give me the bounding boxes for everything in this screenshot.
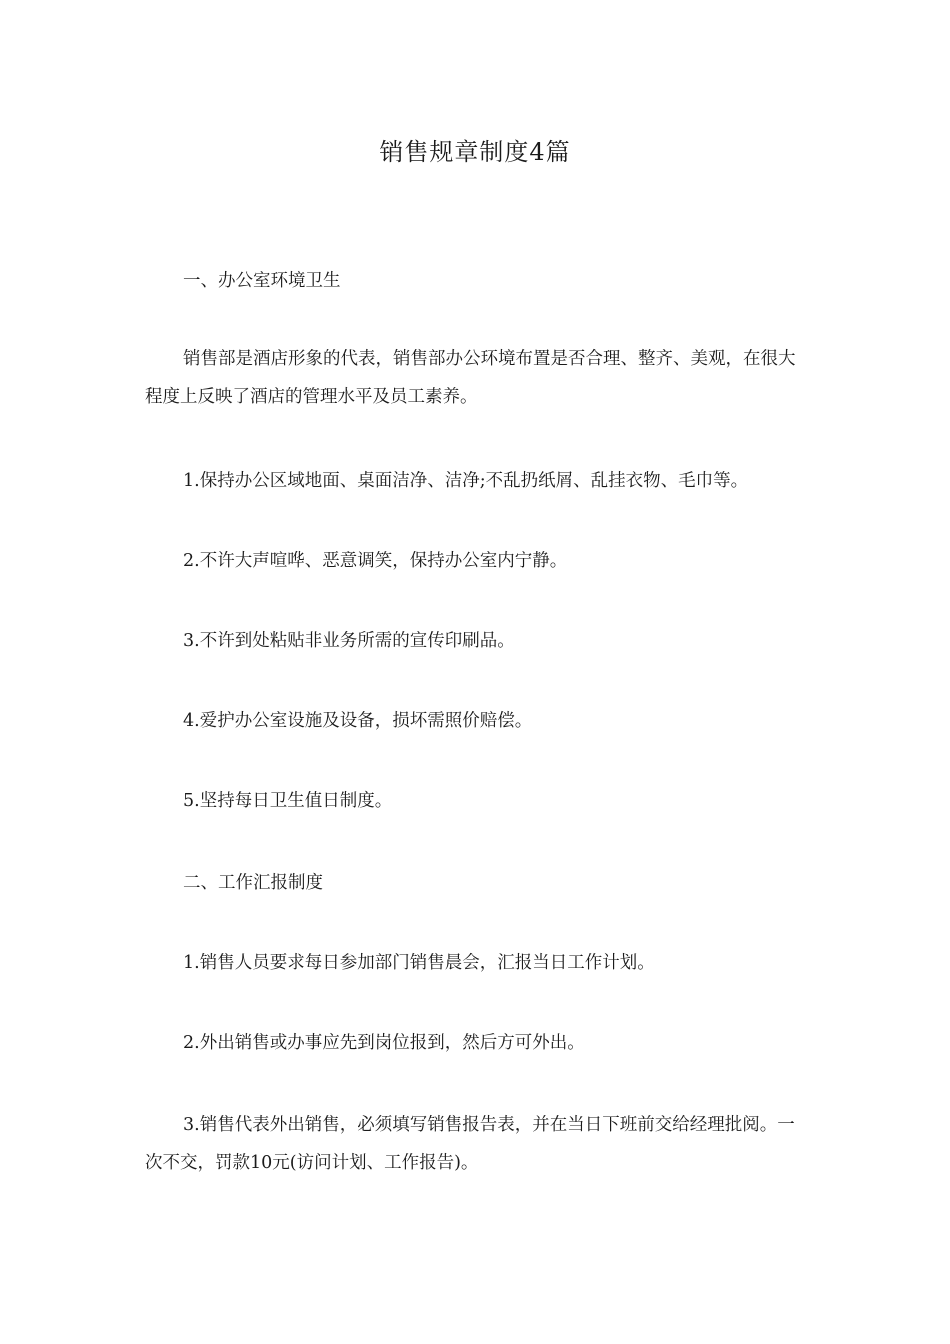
report-item-3: 3.销售代表外出销售，必须填写销售报告表，并在当日下班前交给经理批阅。一次不交，罚款10元(访问计划、工作报告)。 <box>145 1115 795 1173</box>
list-item-5: 5.坚持每日卫生值日制度。 <box>183 791 393 811</box>
paragraph-office-intro: 销售部是酒店形象的代表，销售部办公环境布置是否合理、整齐、美观，在很大程度上反映了酒店的管理水平及员工素养。 <box>145 349 796 407</box>
list-item-2: 2.不许大声喧哗、恶意调笑，保持办公室内宁静。 <box>183 551 568 571</box>
list-item-4: 4.爱护办公室设施及设备，损坏需照价赔偿。 <box>183 711 533 731</box>
section-heading-work-report: 二、工作汇报制度 <box>183 873 323 893</box>
report-item-1: 1.销售人员要求每日参加部门销售晨会，汇报当日工作计划。 <box>183 953 655 973</box>
section-heading-office-hygiene: 一、办公室环境卫生 <box>183 271 341 291</box>
report-item-2: 2.外出销售或办事应先到岗位报到，然后方可外出。 <box>183 1033 585 1053</box>
list-item-3: 3.不许到处粘贴非业务所需的宣传印刷品。 <box>183 631 515 651</box>
document-title: 销售规章制度4篇 <box>379 138 571 166</box>
list-item-1: 1.保持办公区域地面、桌面洁净、洁净;不乱扔纸屑、乱挂衣物、毛巾等。 <box>183 471 749 491</box>
